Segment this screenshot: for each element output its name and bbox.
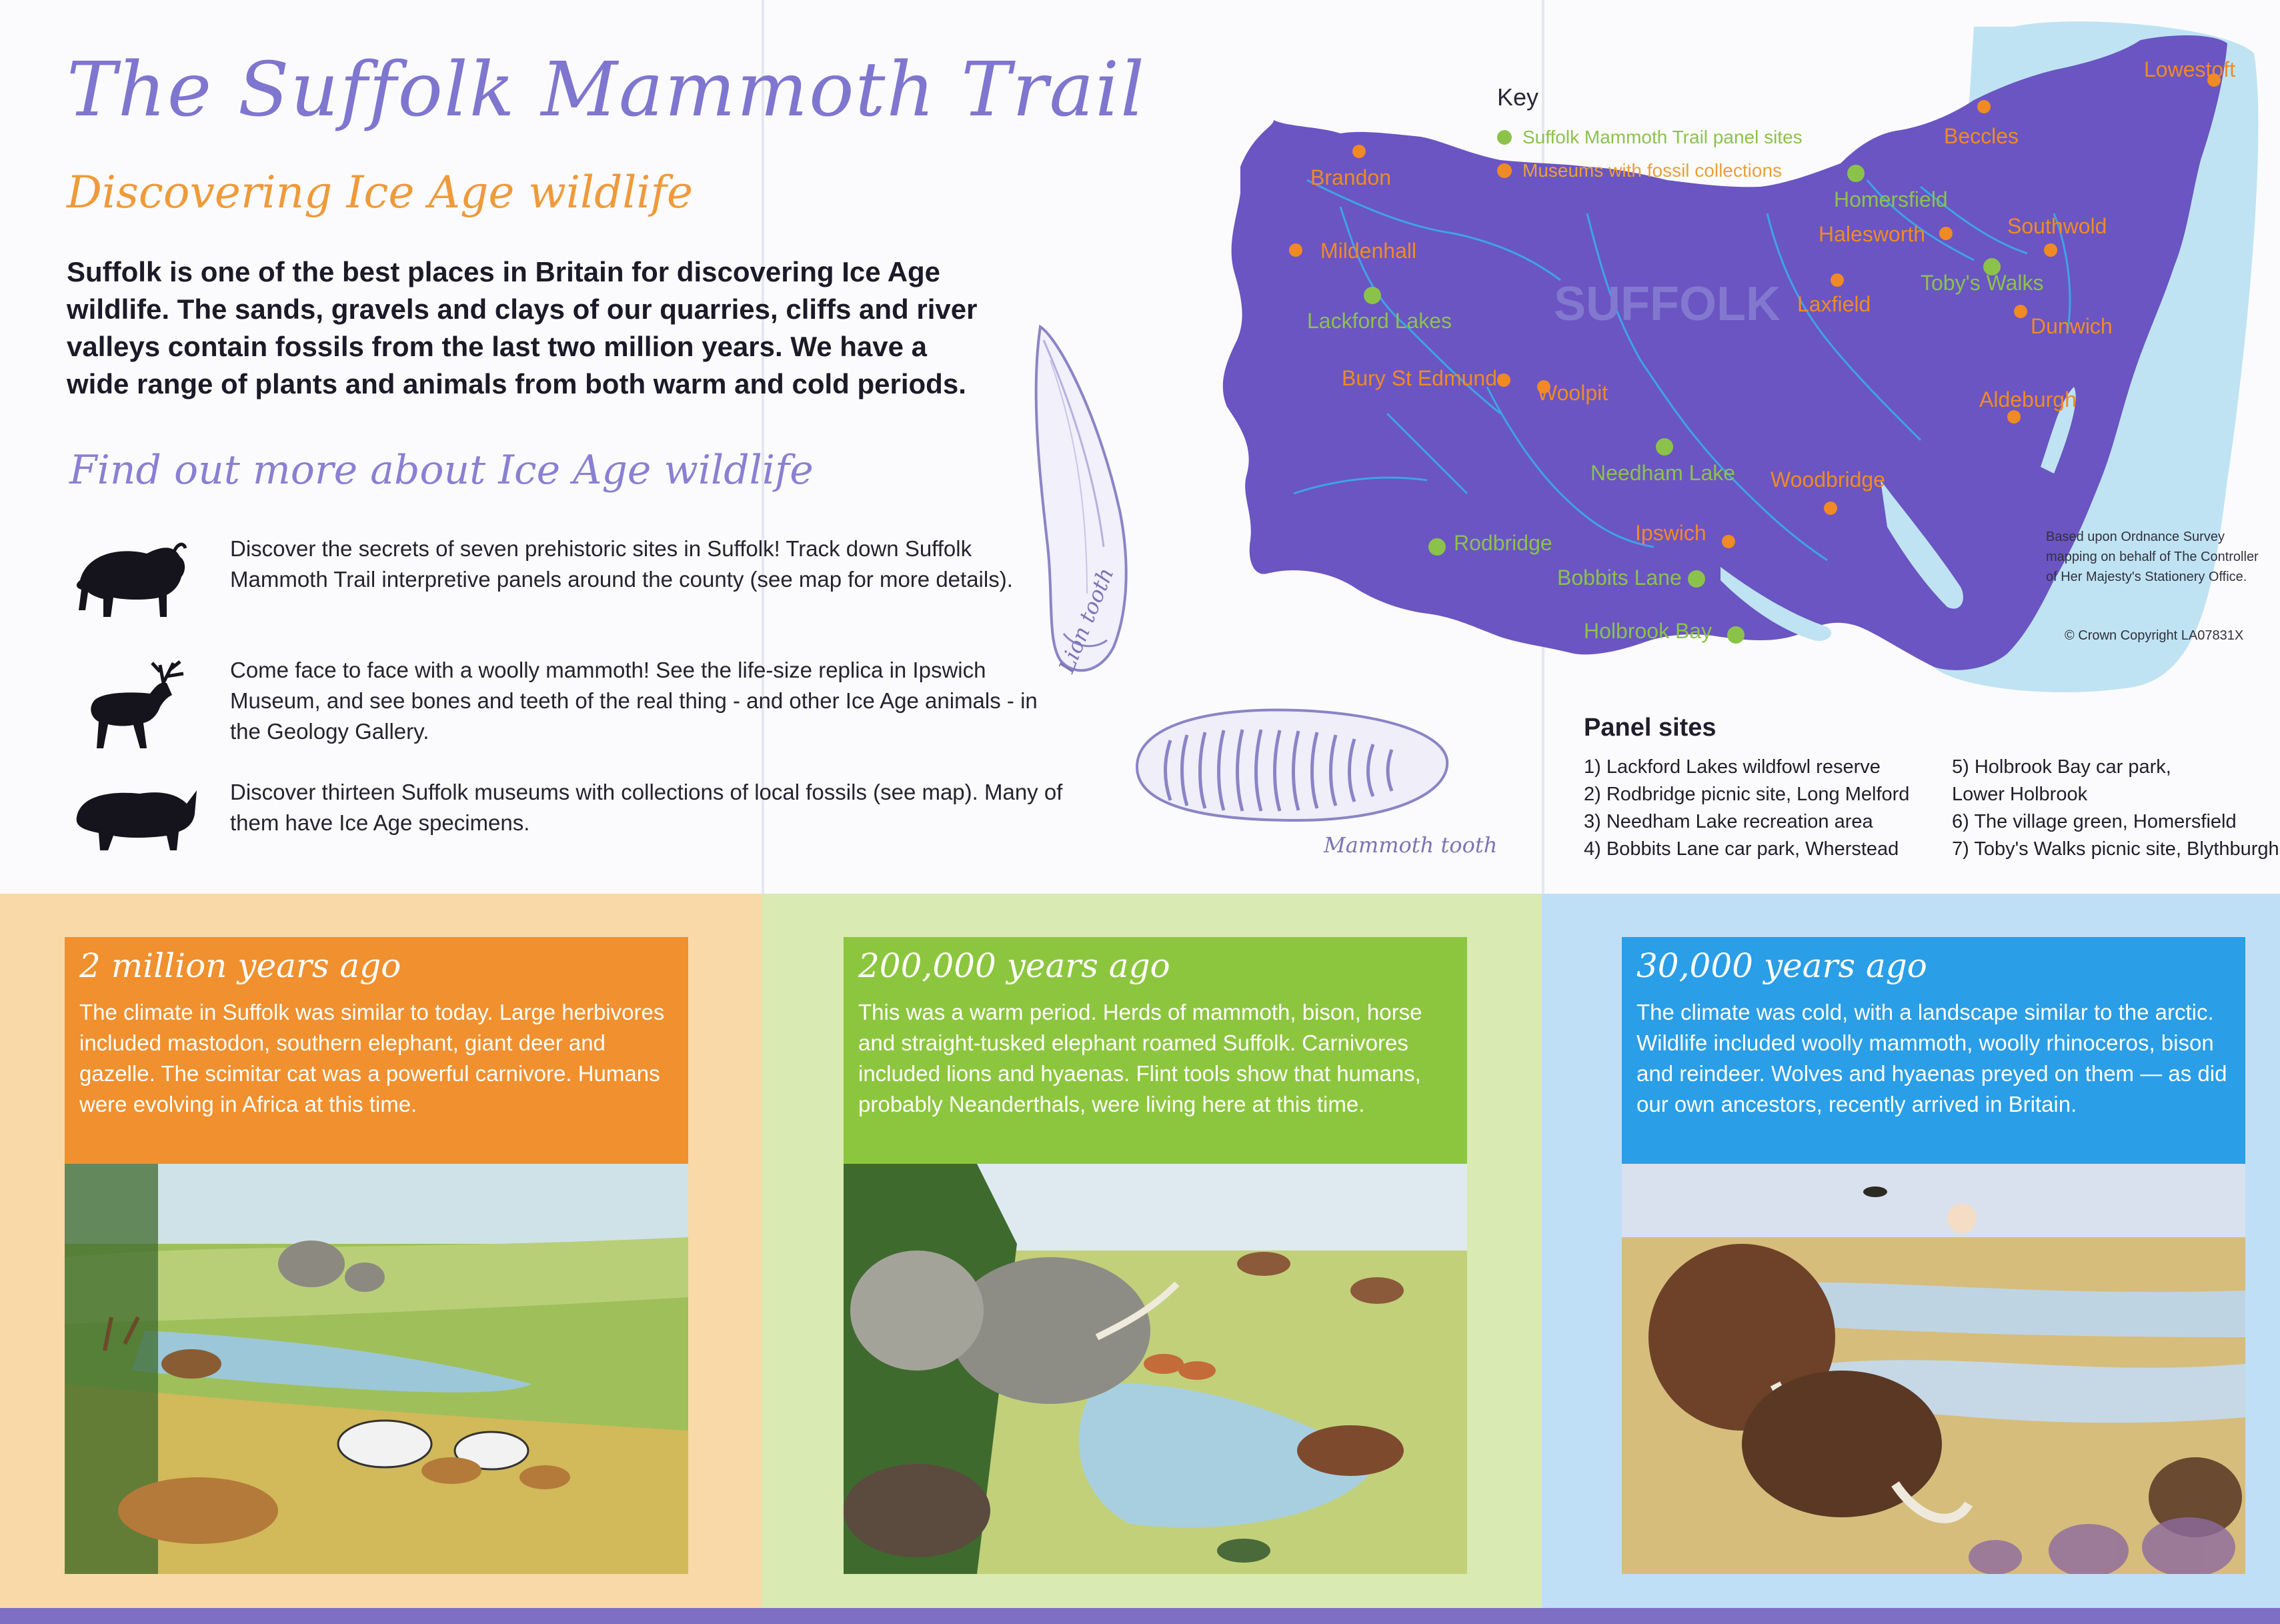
panel-sites-right-column xyxy=(1952,754,2279,863)
place-label-aldeburgh: Aldeburgh xyxy=(1979,387,2077,412)
period-title: 30,000 years ago xyxy=(1636,946,1927,985)
period-text: This was a warm period. Herds of mammoth, bison, horse and straight-tusked elephant roamed Suffolk. Carnivores included lions and hyaenas. Flint tools show that humans, probably Neanderthals, were living here at this time. xyxy=(858,1000,1422,1116)
find-out-heading: Find out more about Ice Age wildlife xyxy=(69,447,814,494)
scene-200000-years-illustration xyxy=(844,1164,1467,1574)
place-label-woolpit: Woolpit xyxy=(1537,381,1608,405)
map-copyright: © Crown Copyright LA07831X xyxy=(2065,628,2244,643)
place-label-dunwich: Dunwich xyxy=(2031,314,2113,338)
place-label-woodbridge: Woodbridge xyxy=(1771,468,1885,492)
place-label-rodbridge: Rodbridge xyxy=(1454,531,1552,555)
key-row-museums xyxy=(1497,154,1803,187)
county-label: SUFFOLK xyxy=(1554,277,1781,331)
panel-site-item: 6) The village green, Homersfield xyxy=(1952,811,2237,832)
panel-site-item: 1) Lackford Lakes wildfowl reserve xyxy=(1584,756,1881,778)
panel-marker-bobbits-lane[interactable] xyxy=(1688,570,1705,588)
place-label-lowestoft: Lowestoft xyxy=(2144,57,2235,81)
museum-marker-aldeburgh[interactable] xyxy=(2007,410,2021,424)
period-box-30000 xyxy=(1622,937,2245,1164)
panel-site-item: 7) Toby's Walks picnic site, Blythburgh xyxy=(1952,838,2279,860)
rhinoceros-cave-painting-icon xyxy=(67,777,200,857)
museum-marker-dunwich[interactable] xyxy=(2014,305,2027,318)
museum-marker-beccles[interactable] xyxy=(1977,100,1991,113)
panel-marker-holbrook-bay[interactable] xyxy=(1727,626,1745,644)
intro-paragraph: Suffolk is one of the best places in Britain for discovering Ice Age wildlife. The sands, gravels and clays of our quarries, cliffs and river valleys contain fossils from the last two million years. We have a wide range of plants and animals from both warm and cold periods. xyxy=(67,256,978,399)
place-label-bobbits-lane: Bobbits Lane xyxy=(1557,566,1682,590)
lion-tooth-caption: Lion tooth xyxy=(1054,564,1119,677)
panel-marker-lackford-lakes[interactable] xyxy=(1364,287,1381,304)
panel-sites-heading: Panel sites xyxy=(1584,714,1717,742)
museum-dot-icon xyxy=(1497,163,1512,178)
panel-sites-left-column xyxy=(1584,754,1909,863)
panel-site-item: 3) Needham Lake recreation area xyxy=(1584,811,1873,832)
place-label-needham-lake: Needham Lake xyxy=(1590,461,1736,485)
deer-cave-painting-icon xyxy=(67,655,200,755)
scene-2-million-years-illustration xyxy=(65,1164,688,1574)
panel-site-item: Lower Holbrook xyxy=(1952,784,2088,805)
map-credit: Based upon Ordnance Survey mapping on behalf of The Controller of Her Majesty's Stationery Office. xyxy=(2046,530,2259,584)
museum-marker-woodbridge[interactable] xyxy=(1824,502,1837,515)
place-label-bury: Bury St Edmunds xyxy=(1342,366,1508,390)
period-box-2-million xyxy=(65,937,688,1164)
info-text-panel-sites: Discover the secrets of seven prehistoric sites in Suffolk! Track down Suffolk Mammoth Trail interpretive panels around the county (see map for more details). xyxy=(230,536,1013,592)
place-label-halesworth: Halesworth xyxy=(1819,222,1926,246)
map-key-title: Key xyxy=(1497,83,1539,111)
museum-marker-brandon[interactable] xyxy=(1352,145,1366,158)
museum-marker-mildenhall[interactable] xyxy=(1289,243,1302,257)
bison-cave-painting-icon xyxy=(67,534,200,627)
info-text-ipswich-museum: Come face to face with a woolly mammoth! See the life-size replica in Ipswich Museum, and see bones and teeth of the real thing - and other Ice Age animals - in the Geology Gallery. xyxy=(230,658,1038,744)
museum-marker-laxfield[interactable] xyxy=(1831,273,1844,287)
place-label-mildenhall: Mildenhall xyxy=(1320,239,1417,263)
museum-marker-halesworth[interactable] xyxy=(1939,227,1953,240)
period-text: The climate in Suffolk was similar to today. Large herbivores included mastodon, southern elephant, giant deer and gazelle. The scimitar cat was a powerful carnivore. Humans were evolving in Africa at this time. xyxy=(79,1000,665,1116)
place-label-laxfield: Laxfield xyxy=(1797,292,1871,316)
mammoth-tooth-illustration xyxy=(1124,694,1457,834)
period-box-200000 xyxy=(844,937,1467,1164)
museum-marker-southwold[interactable] xyxy=(2044,243,2057,257)
info-item-panel-sites xyxy=(67,534,1034,647)
place-label-beccles: Beccles xyxy=(1944,124,2019,148)
scene-30000-years-illustration xyxy=(1622,1164,2245,1574)
panel-site-item: 2) Rodbridge picnic site, Long Melford xyxy=(1584,784,1910,805)
panel-marker-needham-lake[interactable] xyxy=(1656,438,1673,456)
page-subtitle: Discovering Ice Age wildlife xyxy=(67,167,694,218)
panel-site-item: 5) Holbrook Bay car park, xyxy=(1952,756,2171,778)
place-label-homersfield: Homersfield xyxy=(1834,187,1948,211)
map-key xyxy=(1497,83,1803,187)
panel-site-dot-icon xyxy=(1497,130,1512,145)
period-title: 2 million years ago xyxy=(79,946,401,985)
info-text-museums: Discover thirteen Suffolk museums with collections of local fossils (see map). Many of them have Ice Age specimens. xyxy=(230,780,1063,835)
period-text: The climate was cold, with a landscape similar to the arctic. Wildlife included woolly mammoth, woolly rhinoceros, bison and reindeer. Wolves and hyaenas preyed on them — as did our own ancestors, recently arrived in Britain. xyxy=(1636,1000,2227,1116)
key-label-panel-sites: Suffolk Mammoth Trail panel sites xyxy=(1522,127,1803,147)
place-label-tobys-walks: Toby's Walks xyxy=(1921,271,2044,295)
page-title: The Suffolk Mammoth Trail xyxy=(67,47,1146,133)
info-item-museums xyxy=(67,777,1063,890)
panel-sites-list xyxy=(1584,714,2279,860)
panel-site-item: 4) Bobbits Lane car park, Wherstead xyxy=(1584,838,1899,860)
mammoth-tooth-caption: Mammoth tooth xyxy=(1324,832,1498,858)
key-label-museums: Museums with fossil collections xyxy=(1522,160,1783,181)
place-label-ipswich: Ipswich xyxy=(1635,521,1706,545)
museum-marker-ipswich[interactable] xyxy=(1722,535,1735,548)
place-label-holbrook-bay: Holbrook Bay xyxy=(1584,619,1713,643)
place-label-southwold: Southwold xyxy=(2007,214,2107,238)
key-row-panel-sites xyxy=(1497,121,1803,154)
panel-marker-rodbridge[interactable] xyxy=(1428,538,1446,556)
place-label-lackford-lakes: Lackford Lakes xyxy=(1307,309,1452,333)
place-label-brandon: Brandon xyxy=(1310,165,1391,189)
panel-marker-homersfield[interactable] xyxy=(1847,165,1865,182)
info-item-ipswich-museum xyxy=(67,655,1038,768)
period-title: 200,000 years ago xyxy=(858,946,1170,985)
